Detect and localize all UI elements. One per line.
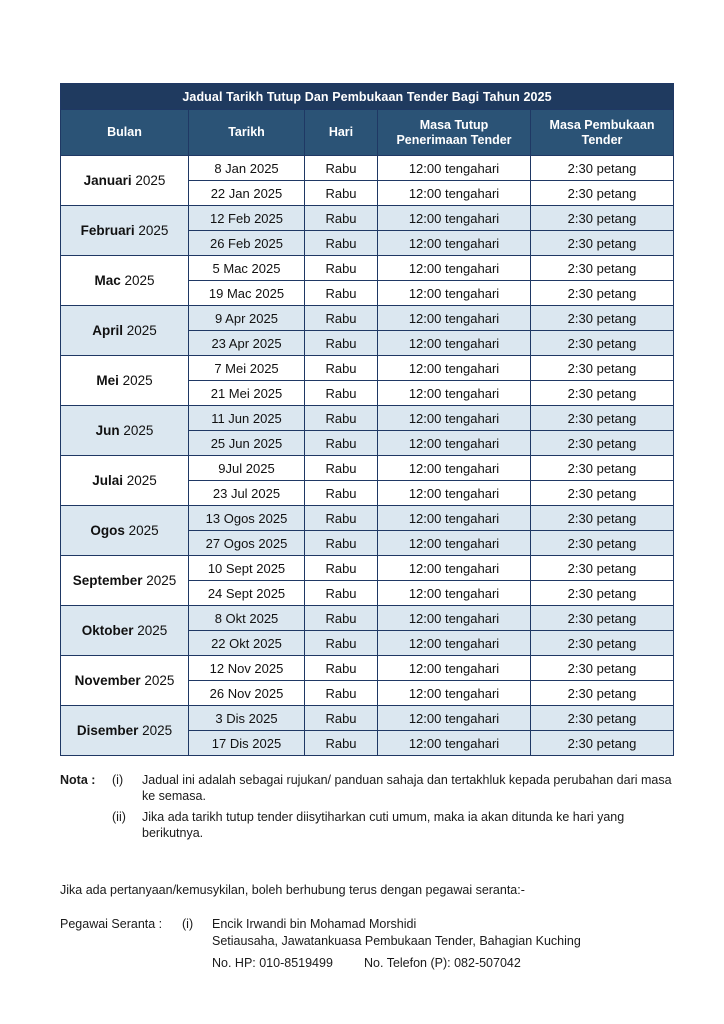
- cell-opening-time: 2:30 petang: [531, 731, 674, 756]
- column-header-closing-time-line2: Penerimaan Tender: [396, 132, 512, 147]
- contact-mobile: No. HP: 010-8519499: [212, 956, 333, 970]
- month-name: Januari: [83, 173, 132, 188]
- contact-number: (i): [182, 917, 194, 931]
- month-cell: [61, 306, 189, 356]
- cell-date: 12 Feb 2025: [189, 206, 305, 231]
- note-item: [60, 809, 673, 841]
- cell-date: 21 Mei 2025: [189, 381, 305, 406]
- cell-day: Rabu: [305, 631, 378, 656]
- tender-schedule-table-wrapper: [60, 83, 673, 756]
- cell-opening-time: 2:30 petang: [531, 631, 674, 656]
- cell-closing-time: 12:00 tengahari: [378, 431, 531, 456]
- cell-day: Rabu: [305, 506, 378, 531]
- table-row: [61, 506, 674, 531]
- notes-label-spacer: [60, 809, 112, 841]
- cell-closing-time: 12:00 tengahari: [378, 156, 531, 181]
- cell-opening-time: 2:30 petang: [531, 531, 674, 556]
- cell-day: Rabu: [305, 481, 378, 506]
- column-header-opening-time-line2: Tender: [581, 132, 623, 147]
- cell-opening-time: 2:30 petang: [531, 231, 674, 256]
- cell-day: Rabu: [305, 331, 378, 356]
- month-cell: [61, 456, 189, 506]
- contact-details: [212, 916, 673, 972]
- month-name: September: [72, 573, 143, 588]
- cell-closing-time: 12:00 tengahari: [378, 281, 531, 306]
- cell-closing-time: 12:00 tengahari: [378, 681, 531, 706]
- cell-date: 13 Ogos 2025: [189, 506, 305, 531]
- cell-closing-time: 12:00 tengahari: [378, 381, 531, 406]
- tender-schedule-table: [60, 83, 674, 756]
- month-year: 2025: [146, 573, 177, 588]
- cell-opening-time: 2:30 petang: [531, 706, 674, 731]
- cell-day: Rabu: [305, 731, 378, 756]
- column-header-day: Hari: [305, 110, 378, 156]
- cell-closing-time: 12:00 tengahari: [378, 731, 531, 756]
- cell-closing-time: 12:00 tengahari: [378, 456, 531, 481]
- cell-date: 22 Jan 2025: [189, 181, 305, 206]
- month-year: 2025: [135, 173, 166, 188]
- cell-opening-time: 2:30 petang: [531, 256, 674, 281]
- cell-opening-time: 2:30 petang: [531, 181, 674, 206]
- cell-day: Rabu: [305, 581, 378, 606]
- cell-day: Rabu: [305, 406, 378, 431]
- cell-date: 23 Apr 2025: [189, 331, 305, 356]
- contact-phone-row: [212, 955, 673, 972]
- cell-date: 25 Jun 2025: [189, 431, 305, 456]
- month-year: 2025: [138, 223, 169, 238]
- cell-day: Rabu: [305, 531, 378, 556]
- table-row: [61, 306, 674, 331]
- month-cell: [61, 506, 189, 556]
- table-row: [61, 156, 674, 181]
- cell-day: Rabu: [305, 431, 378, 456]
- table-row: [61, 406, 674, 431]
- cell-opening-time: 2:30 petang: [531, 681, 674, 706]
- cell-day: Rabu: [305, 181, 378, 206]
- table-row: [61, 456, 674, 481]
- month-cell: [61, 156, 189, 206]
- month-year: 2025: [124, 273, 155, 288]
- contact-intro: Jika ada pertanyaan/kemusykilan, boleh berhubung terus dengan pegawai seranta:-: [60, 883, 525, 897]
- column-header-date: Tarikh: [189, 110, 305, 156]
- cell-closing-time: 12:00 tengahari: [378, 581, 531, 606]
- cell-opening-time: 2:30 petang: [531, 656, 674, 681]
- month-cell: [61, 706, 189, 756]
- note-text: Jika ada tarikh tutup tender diisytiharkan cuti umum, maka ia akan ditunda ke hari yang berikutnya.: [142, 810, 625, 840]
- month-name: Mac: [94, 273, 121, 288]
- cell-opening-time: 2:30 petang: [531, 381, 674, 406]
- cell-day: Rabu: [305, 456, 378, 481]
- cell-date: 3 Dis 2025: [189, 706, 305, 731]
- month-cell: [61, 256, 189, 306]
- table-row: [61, 206, 674, 231]
- month-name: Mei: [96, 373, 119, 388]
- table-row: [61, 556, 674, 581]
- cell-day: Rabu: [305, 656, 378, 681]
- cell-date: 22 Okt 2025: [189, 631, 305, 656]
- cell-closing-time: 12:00 tengahari: [378, 606, 531, 631]
- cell-opening-time: 2:30 petang: [531, 406, 674, 431]
- cell-day: Rabu: [305, 156, 378, 181]
- month-cell: [61, 606, 189, 656]
- month-name: April: [92, 323, 123, 338]
- month-year: 2025: [126, 323, 157, 338]
- month-name: November: [74, 673, 141, 688]
- table-title-row: [61, 84, 674, 110]
- note-number: (ii): [112, 810, 126, 824]
- cell-date: 7 Mei 2025: [189, 356, 305, 381]
- cell-day: Rabu: [305, 556, 378, 581]
- month-year: 2025: [137, 623, 168, 638]
- cell-day: Rabu: [305, 231, 378, 256]
- cell-opening-time: 2:30 petang: [531, 281, 674, 306]
- cell-day: Rabu: [305, 281, 378, 306]
- notes-label: Nota :: [60, 773, 96, 787]
- cell-opening-time: 2:30 petang: [531, 581, 674, 606]
- month-year: 2025: [126, 473, 157, 488]
- cell-date: 23 Jul 2025: [189, 481, 305, 506]
- cell-opening-time: 2:30 petang: [531, 206, 674, 231]
- cell-date: 10 Sept 2025: [189, 556, 305, 581]
- month-name: Jun: [95, 423, 120, 438]
- table-row: [61, 256, 674, 281]
- month-name: Oktober: [81, 623, 134, 638]
- month-name: Julai: [92, 473, 123, 488]
- cell-closing-time: 12:00 tengahari: [378, 531, 531, 556]
- note-number: (i): [112, 773, 124, 787]
- cell-date: 27 Ogos 2025: [189, 531, 305, 556]
- cell-date: 19 Mac 2025: [189, 281, 305, 306]
- contact-label: Pegawai Seranta :: [60, 917, 163, 931]
- cell-day: Rabu: [305, 381, 378, 406]
- cell-closing-time: 12:00 tengahari: [378, 631, 531, 656]
- column-header-month: Bulan: [61, 110, 189, 156]
- cell-closing-time: 12:00 tengahari: [378, 406, 531, 431]
- table-header-row: [61, 110, 674, 156]
- cell-date: 26 Feb 2025: [189, 231, 305, 256]
- contact-person-position: Setiausaha, Jawatankuasa Pembukaan Tender, Bahagian Kuching: [212, 934, 581, 948]
- month-cell: [61, 206, 189, 256]
- column-header-opening-time: [531, 110, 674, 156]
- cell-opening-time: 2:30 petang: [531, 556, 674, 581]
- table-row: [61, 606, 674, 631]
- month-name: Disember: [76, 723, 139, 738]
- cell-closing-time: 12:00 tengahari: [378, 256, 531, 281]
- cell-date: 9Jul 2025: [189, 456, 305, 481]
- cell-closing-time: 12:00 tengahari: [378, 206, 531, 231]
- month-cell: [61, 406, 189, 456]
- month-year: 2025: [144, 673, 175, 688]
- cell-date: 17 Dis 2025: [189, 731, 305, 756]
- cell-opening-time: 2:30 petang: [531, 306, 674, 331]
- month-cell: [61, 556, 189, 606]
- cell-opening-time: 2:30 petang: [531, 356, 674, 381]
- cell-closing-time: 12:00 tengahari: [378, 181, 531, 206]
- cell-opening-time: 2:30 petang: [531, 481, 674, 506]
- cell-day: Rabu: [305, 706, 378, 731]
- cell-closing-time: 12:00 tengahari: [378, 506, 531, 531]
- table-row: [61, 356, 674, 381]
- table-row: [61, 706, 674, 731]
- cell-closing-time: 12:00 tengahari: [378, 306, 531, 331]
- cell-opening-time: 2:30 petang: [531, 156, 674, 181]
- month-year: 2025: [123, 423, 154, 438]
- table-row: [61, 656, 674, 681]
- cell-opening-time: 2:30 petang: [531, 431, 674, 456]
- note-item: [60, 772, 673, 804]
- cell-closing-time: 12:00 tengahari: [378, 481, 531, 506]
- month-year: 2025: [122, 373, 153, 388]
- cell-date: 12 Nov 2025: [189, 656, 305, 681]
- cell-date: 26 Nov 2025: [189, 681, 305, 706]
- cell-closing-time: 12:00 tengahari: [378, 556, 531, 581]
- contact-row: [60, 916, 673, 972]
- cell-date: 11 Jun 2025: [189, 406, 305, 431]
- cell-day: Rabu: [305, 306, 378, 331]
- cell-closing-time: 12:00 tengahari: [378, 706, 531, 731]
- cell-opening-time: 2:30 petang: [531, 331, 674, 356]
- month-name: Ogos: [90, 523, 125, 538]
- cell-day: Rabu: [305, 256, 378, 281]
- cell-closing-time: 12:00 tengahari: [378, 656, 531, 681]
- cell-opening-time: 2:30 petang: [531, 606, 674, 631]
- column-header-opening-time-line1: Masa Pembukaan: [549, 117, 655, 132]
- cell-closing-time: 12:00 tengahari: [378, 331, 531, 356]
- table-title: Jadual Tarikh Tutup Dan Pembukaan Tender Bagi Tahun 2025: [61, 84, 674, 110]
- cell-day: Rabu: [305, 206, 378, 231]
- notes-section: [60, 772, 673, 846]
- column-header-closing-time-line1: Masa Tutup: [419, 117, 489, 132]
- cell-date: 5 Mac 2025: [189, 256, 305, 281]
- contact-section: [60, 916, 673, 972]
- cell-date: 8 Jan 2025: [189, 156, 305, 181]
- cell-date: 24 Sept 2025: [189, 581, 305, 606]
- month-cell: [61, 656, 189, 706]
- contact-person-name: Encik Irwandi bin Mohamad Morshidi: [212, 917, 417, 931]
- cell-day: Rabu: [305, 681, 378, 706]
- cell-day: Rabu: [305, 356, 378, 381]
- month-name: Februari: [80, 223, 135, 238]
- column-header-closing-time: [378, 110, 531, 156]
- cell-opening-time: 2:30 petang: [531, 456, 674, 481]
- cell-day: Rabu: [305, 606, 378, 631]
- month-cell: [61, 356, 189, 406]
- contact-telephone: No. Telefon (P): 082-507042: [364, 956, 521, 970]
- month-year: 2025: [128, 523, 159, 538]
- note-text: Jadual ini adalah sebagai rujukan/ panduan sahaja dan tertakhluk kepada perubahan dari masa ke semasa.: [142, 773, 672, 803]
- month-year: 2025: [142, 723, 173, 738]
- cell-opening-time: 2:30 petang: [531, 506, 674, 531]
- cell-closing-time: 12:00 tengahari: [378, 231, 531, 256]
- cell-date: 9 Apr 2025: [189, 306, 305, 331]
- cell-closing-time: 12:00 tengahari: [378, 356, 531, 381]
- cell-date: 8 Okt 2025: [189, 606, 305, 631]
